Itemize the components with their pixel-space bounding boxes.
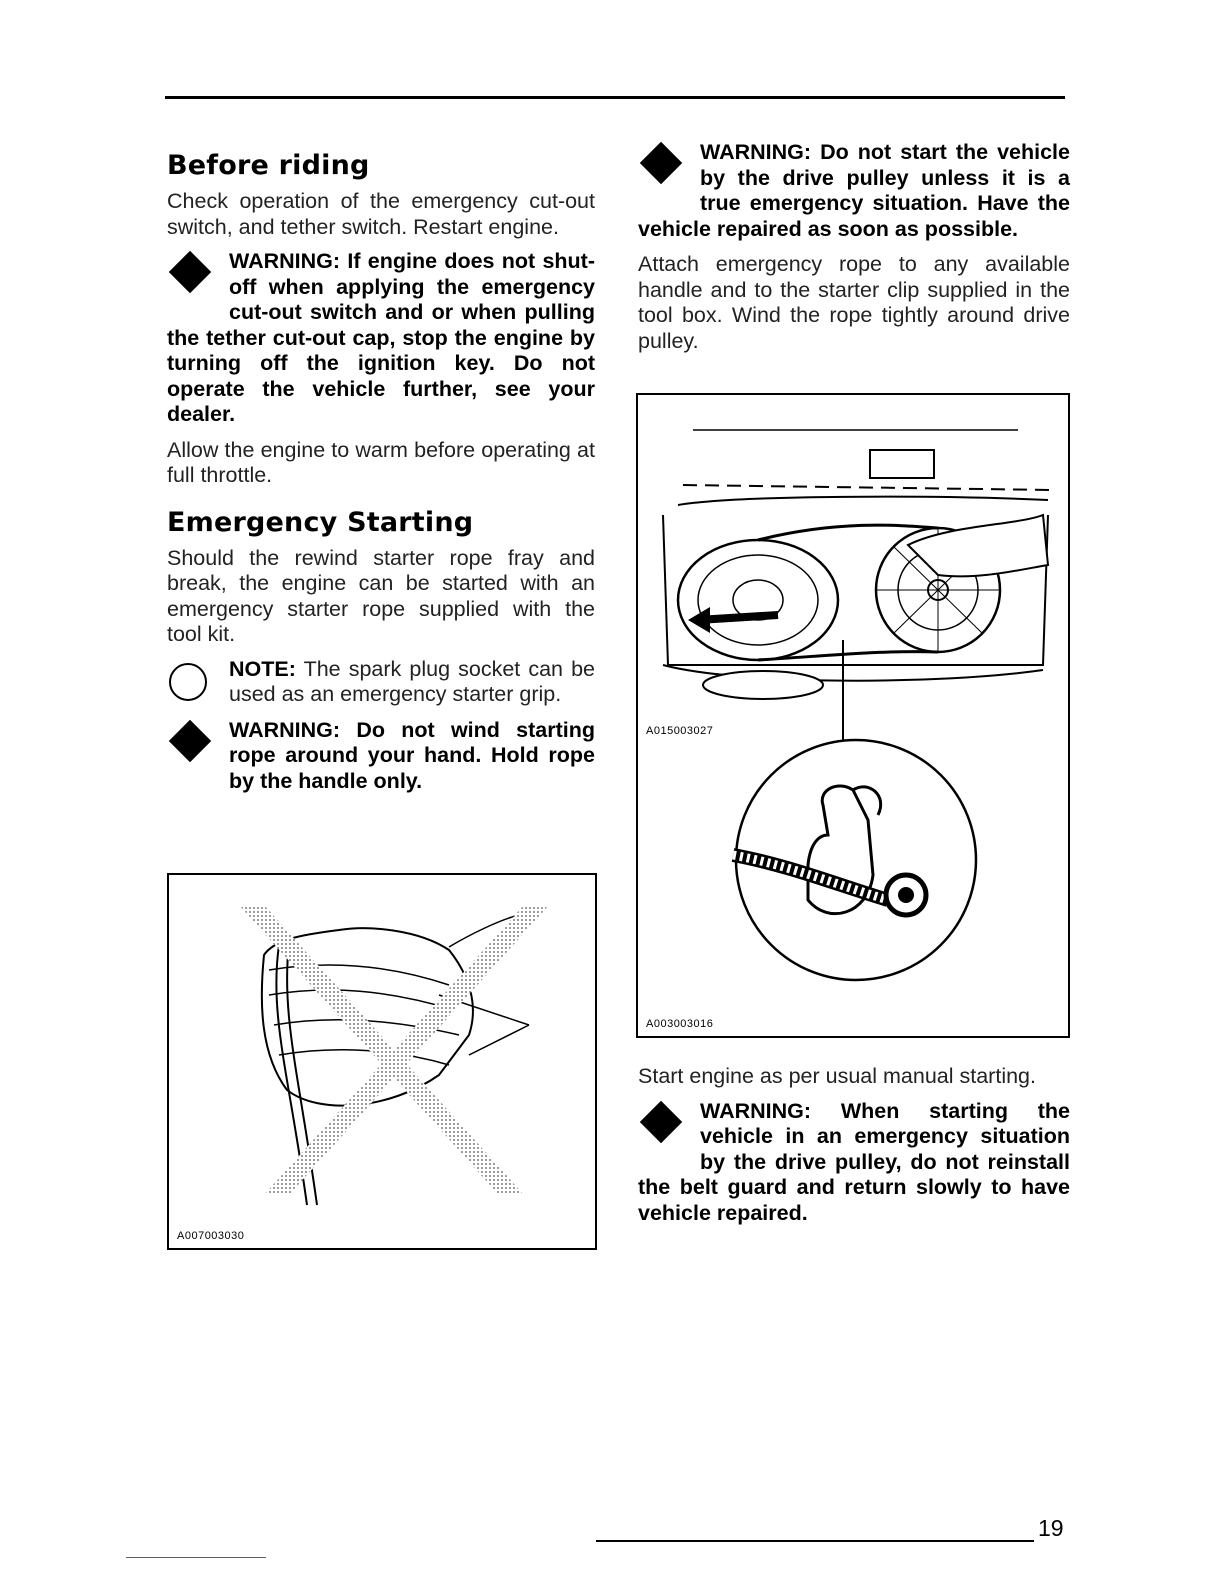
warning-diamond-icon: [167, 251, 229, 301]
note-text: The spark plug socket can be used as an emergency starter grip.: [229, 656, 595, 706]
warning-diamond-icon: [167, 720, 229, 770]
before-riding-para2: Allow the engine to warm before operating at full throttle.: [167, 437, 595, 487]
warning-label: WARNING:: [700, 140, 812, 164]
right-column: [638, 140, 1070, 363]
right-column-lower: [638, 1064, 1070, 1236]
link-underline: [126, 1557, 266, 1558]
warning-text: If engine does not shut-off when applying the emergency cut-out switch and or when pulling the tether cut-out cap, stop the engine by turning off the ignition key. Do not operate the vehicle further, see your dealer.: [167, 249, 595, 426]
top-rule: [165, 96, 1065, 99]
warning-text: Do not wind starting rope around your hand. Hold rope by the handle only.: [229, 717, 595, 793]
attach-rope-para: Attach emergency rope to any available handle and to the starter clip supplied in the tool box. Wind the rope tightly around drive pulley.: [638, 252, 1070, 353]
drive-pulley-illustration: [638, 395, 1068, 1036]
bottom-rule: [596, 1540, 1034, 1542]
figure-code: A007003030: [177, 1230, 245, 1242]
before-riding-para1: Check operation of the emergency cut-out switch, and tether switch. Restart engine.: [167, 189, 595, 239]
figure-code-bottom: A003003016: [646, 1018, 714, 1030]
rope-hand-warning: [167, 718, 595, 795]
drive-pulley-figure: [636, 393, 1070, 1038]
engine-shutoff-warning: [167, 249, 595, 428]
page-number: 19: [1038, 1515, 1064, 1541]
warning-text: Do not start the vehicle by the drive pulley unless it is a true emergency situation. Have the vehicle repaired as soon as possible.: [638, 140, 1070, 241]
before-riding-heading: Before riding: [167, 150, 370, 181]
note-label: NOTE:: [229, 656, 296, 681]
warning-diamond-icon: [638, 142, 700, 192]
note-circle-icon: [167, 659, 229, 709]
warning-label: WARNING:: [229, 249, 341, 273]
warning-text: When starting the vehicle in an emergency situation by the drive pulley, do not reinstall the belt guard and return slowly to have vehicle repaired.: [638, 1098, 1070, 1225]
emergency-starting-para: Should the rewind starter rope fray and break, the engine can be started with an emergency starter rope supplied with the tool kit.: [167, 545, 595, 646]
figure-code-top: A015003027: [646, 725, 714, 737]
spark-plug-note: [167, 657, 595, 708]
left-column: [167, 140, 595, 804]
warning-label: WARNING:: [700, 1098, 812, 1123]
drive-pulley-warning: [638, 140, 1070, 242]
emergency-start-warning: [638, 1099, 1070, 1227]
emergency-starting-heading: Emergency Starting: [167, 506, 474, 538]
warning-diamond-icon: [638, 1101, 700, 1151]
hand-rope-illustration: [169, 875, 595, 1248]
start-engine-para: Start engine as per usual manual starting.: [638, 1064, 1036, 1088]
hand-rope-figure: [167, 873, 597, 1250]
warning-label: WARNING:: [229, 717, 341, 742]
